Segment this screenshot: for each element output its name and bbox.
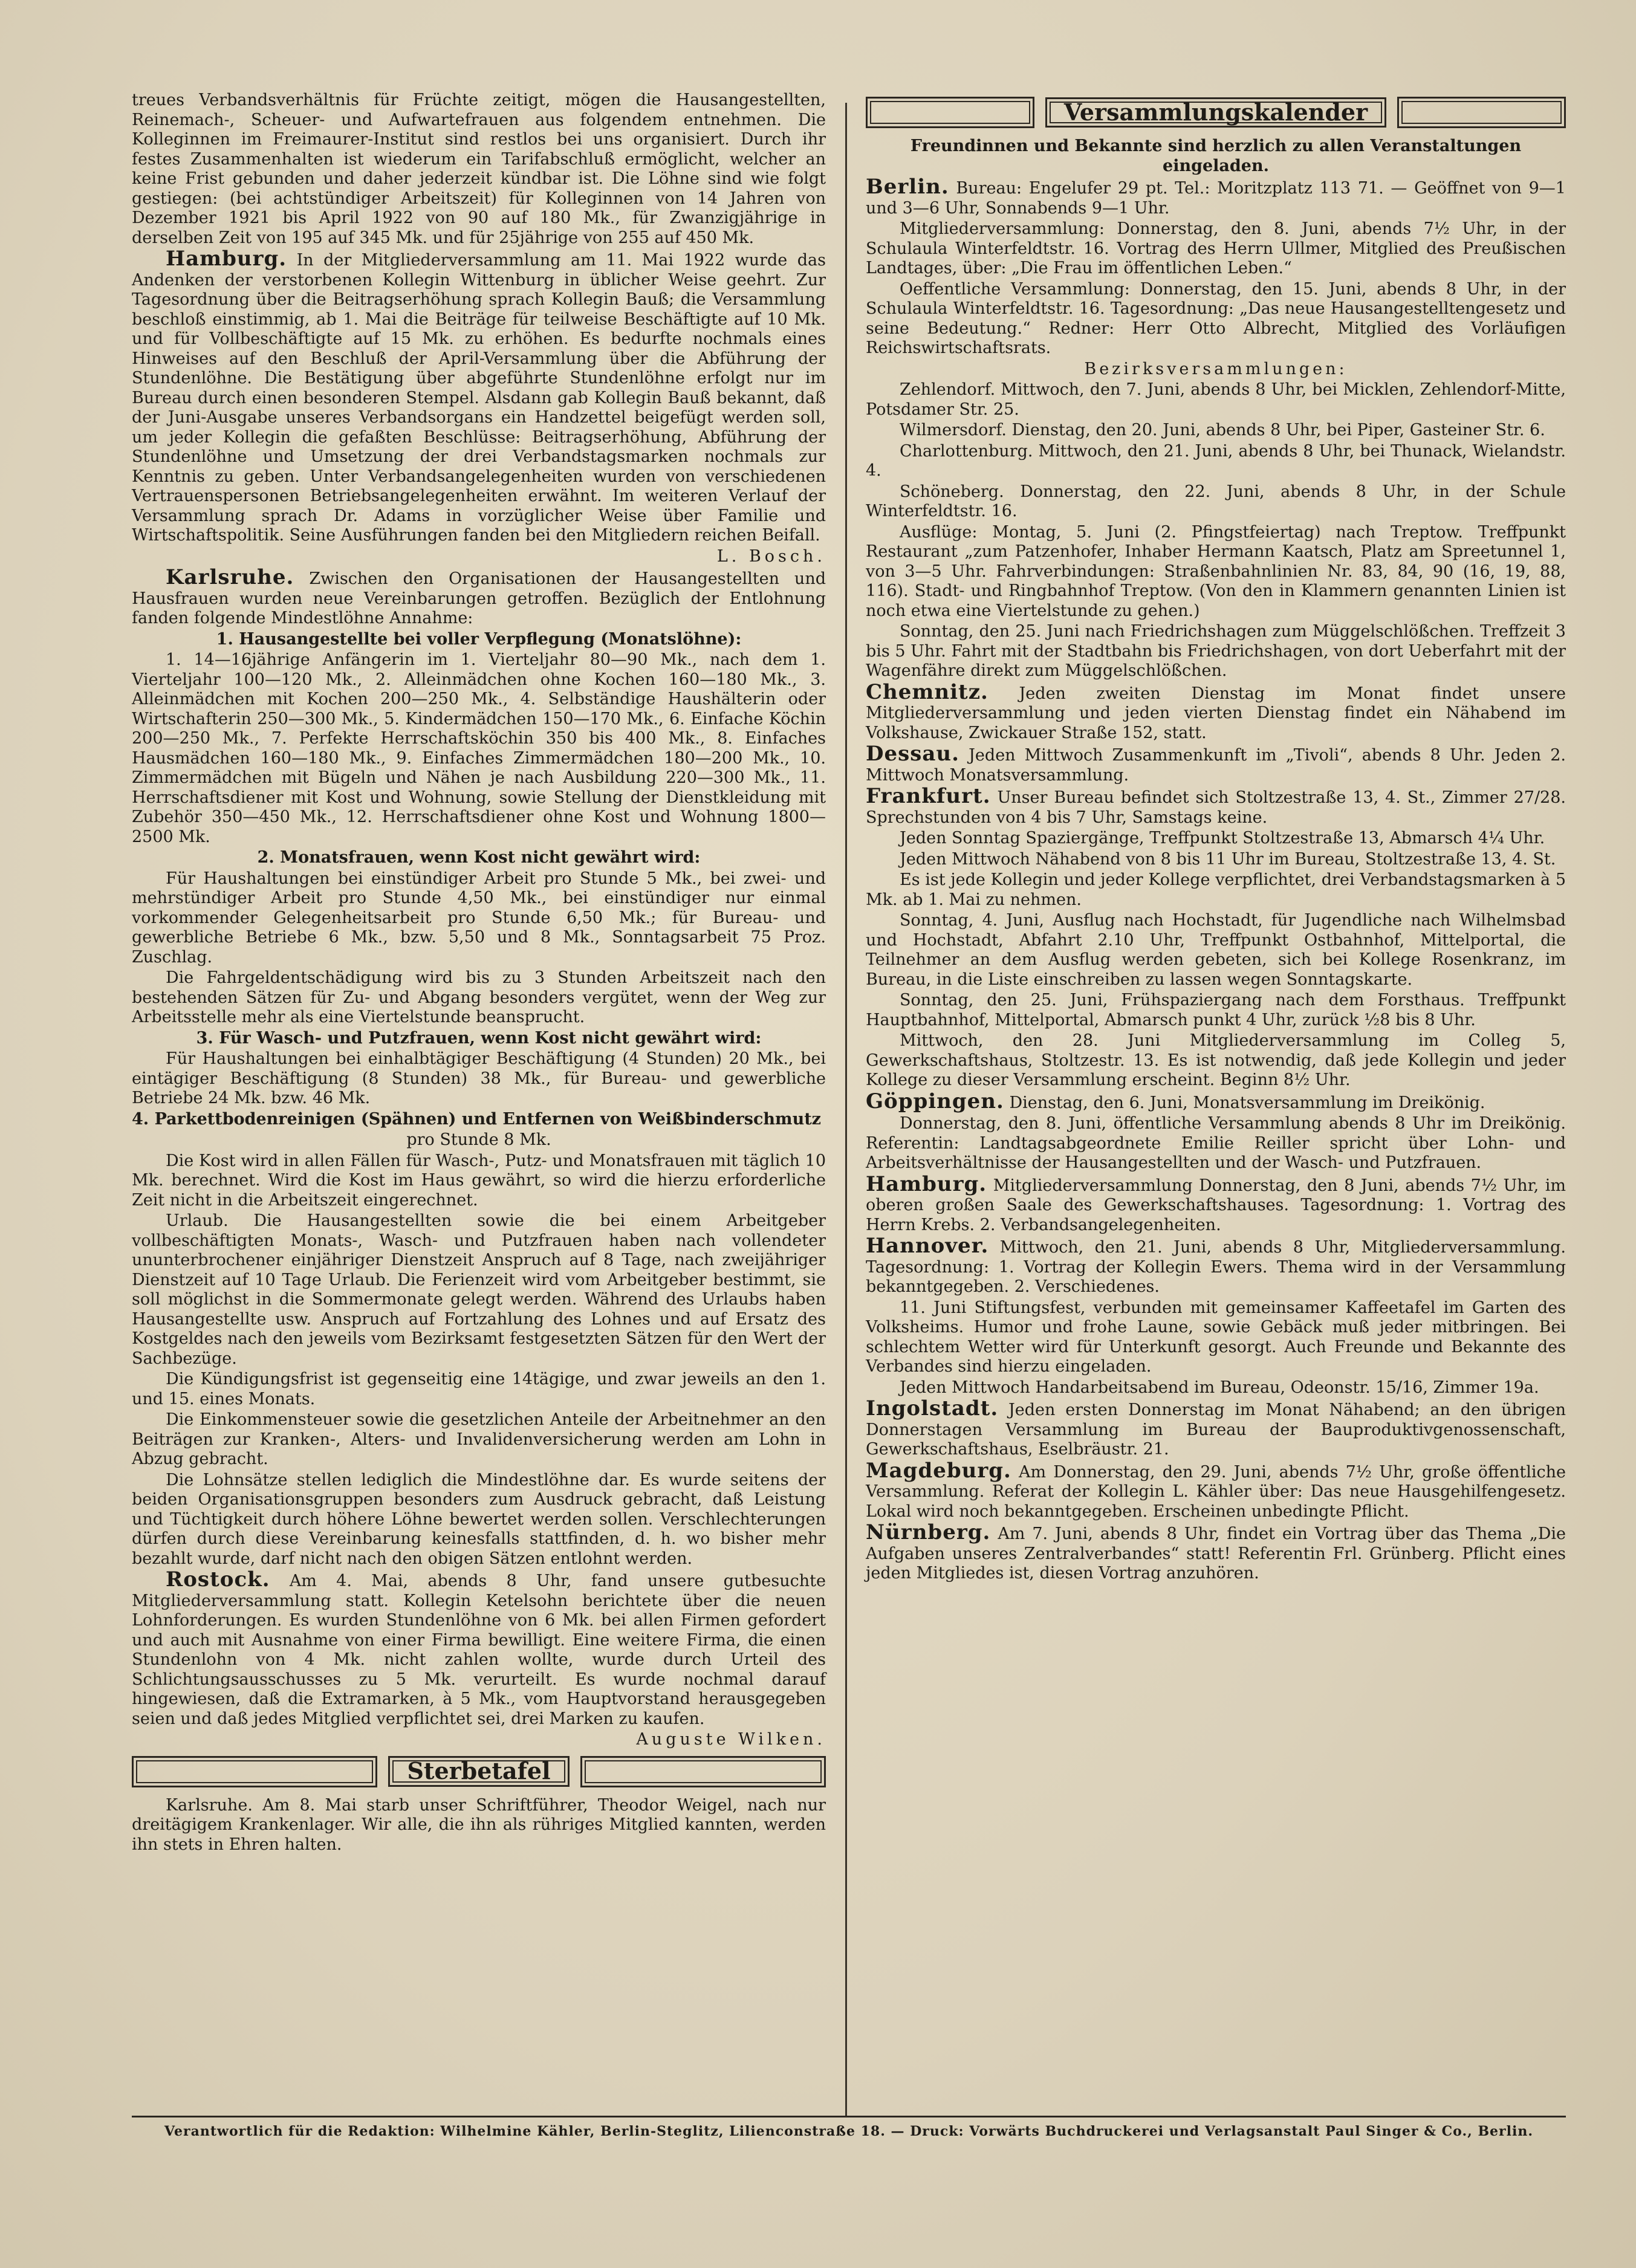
hamburg-calendar-text: Mitgliederversammlung Donnerstag, den 8 Juni, abends 7½ Uhr, im oberen großen Saale des Gewerkschaftshauses. Tagesordnung: 1. Vortrag des Herrn Krebs. 2. Verbandsangelegenheiten. [866, 1176, 1566, 1234]
magdeburg-heading: Magdeburg. [866, 1458, 1011, 1483]
hamburg-report-text: In der Mitgliederversammlung am 11. Mai 1922 wurde das Andenken der verstorbenen Kollegin Wittenburg in üblicher Weise geehrt. Zur Tagesordnung über die Beitragserhöhung sprach Kollegin Bauß; die Versammlung beschloß einstimmig, ab 1. Mai die Beiträge für teilweise Beschäftigte auf 10 Mk. und für Vollbeschäftigte auf 15 Mk. zu erhöhen. Es bedurfte nochmals eines Hinweises auf den Beschluß der April-Versammlung über die Abführung der Stundenlöhne. Die Bestätigung über abgeführte Stundenlöhne erfolgt nur im Bureau durch einen besonderen Stempel. Alsdann gab Kollegin Bauß bekannt, daß der Juni-Ausgabe unseres Verbandsorgans ein Handzettel beigefügt werden soll, um jeder Kollegin die gefaßten Beschlüsse: Beitragserhöhung, Abführung der Stundenlöhne und Umsetzung der drei Verbandstagsmarken nochmals zur Kenntnis zu geben. Unter Verbandsangelegenheiten wurden von verschiedenen Vertrauenspersonen Betriebsangelegenheiten erwähnt. Im weiteren Verlauf der Versammlung sprach Dr. Adams in vorzüglicher Weise über Familie und Wirtschaftspolitik. Seine Ausführungen fanden bei den Mitgliedern reichen Beifall. [132, 251, 826, 545]
sonntag-entry: Sonntag, den 25. Juni nach Friedrichshagen zum Müggelschlößchen. Treffzeit 3 bis 5 Uhr. Fahrt mit der Stadtbahn bis Friedrichshagen, von dort Ueberfahrt mit der Wagenfähre direkt zum Müggelschlößchen. [866, 622, 1566, 680]
frankfurt-spaziergaenge: Jeden Sonntag Spaziergänge, Treffpunkt Stoltzestraße 13, Abmarsch 4¼ Uhr. [900, 829, 1545, 847]
steuer-paragraph: Die Einkommensteuer sowie die gesetzlichen Anteile der Arbeitnehmer an den Beiträgen zur Kranken-, Alters- und Invalidenversicherung werden am Lohn in Abzug gebracht. [132, 1410, 826, 1468]
chemnitz-heading: Chemnitz. [866, 679, 988, 704]
hamburg-calendar-heading: Hamburg. [866, 1171, 987, 1196]
ingolstadt-text: Jeden ersten Donnerstag im Monat Nähabend; an den übrigen Donnerstagen Versammlung im Bureau der Bauproduktivgenossenschaft, Gewerkschaftshaus, Eselbräustr. 21. [866, 1401, 1566, 1459]
dessau-entry [866, 744, 1566, 785]
frankfurt-text: Unser Bureau befindet sich Stoltzestraße 13, 4. St., Zimmer 27/28. Sprechstunden von 4 bis 7 Uhr, Samstags keine. [866, 788, 1566, 827]
karlsruhe-report [132, 565, 826, 629]
kost-paragraph: Die Kost wird in allen Fällen für Wasch-, Putz- und Monatsfrauen mit täglich 10 Mk. berechnet. Wird die Kost im Haus gewährt, so wird die hierzu erforderliche Zeit nicht in die Arbeitszeit eingerechnet. [132, 1151, 826, 1210]
banner-ornament-right [580, 1756, 826, 1787]
column-divider [845, 103, 847, 2116]
right-column [866, 91, 1566, 1585]
hamburg-report [132, 249, 826, 546]
berlin-oeffentliche-versammlung: Oeffentliche Versammlung: Donnerstag, den 15. Juni, abends 8 Uhr, in der Schulaula Winterfeldtstr. 16. Tagesordnung: „Das neue Hausangestelltengesetz und seine Bedeutung.“ Redner: Herr Otto Albrecht, Mitglied des Vorläufigen Reichswirtschaftsrats. [866, 279, 1566, 357]
ingolstadt-heading: Ingolstadt. [866, 1396, 999, 1421]
rostock-heading: Rostock. [166, 1567, 270, 1592]
berlin-text: Bureau: Engelufer 29 pt. Tel.: Moritzplatz 113 71. — Geöffnet von 9—1 und 3—6 Uhr, Sonnabends 9—1 Uhr. [866, 179, 1566, 218]
berlin-heading: Berlin. [866, 175, 949, 199]
berlin-mitgliederversammlung: Mitgliederversammlung: Donnerstag, den 8. Juni, abends 7½ Uhr, in der Schulaula Winterfeldtstr. 16. Vortrag des Herrn Ullmer, Mitglied des Preußischen Landtages, über: „Die Frau im öffentlichen Leben.“ [866, 219, 1566, 277]
hannover-entry [866, 1236, 1566, 1297]
rostock-signature: Auguste Wilken. [636, 1730, 826, 1749]
nuernberg-heading: Nürnberg. [866, 1520, 991, 1544]
berlin-entry [866, 177, 1566, 218]
urlaub-paragraph: Urlaub. Die Hausangestellten sowie die bei einem Arbeitgeber vollbeschäftigten Monats-, Wasch- und Putzfrauen haben nach vollendeter ununterbrochener einjähriger Dienstzeit Anspruch auf 8 Tage, nach zweijähriger Dienstzeit auf 10 Tage Urlaub. Die Ferienzeit wird vom Arbeitgeber bestimmt, sie soll möglichst in die Sommermonate gelegt werden. Während des Urlaubs haben Hausangestellte usw. Anspruch auf Fortzahlung des Lohnes und auf Ersatz des Kostgeldes nach den jeweils vom Bezirksamt festgesetzten Sätzen für den Wert der Sachbezüge. [132, 1211, 826, 1368]
sterbetafel-entry: Karlsruhe. Am 8. Mai starb unser Schriftführer, Theodor Weigel, nach nur dreitägigem Krankenlager. Wir alle, die ihn als rühriges Mitglied kannten, werden ihn stets in Ehren halten. [132, 1795, 826, 1854]
left-column [132, 91, 826, 1856]
hannover-heading: Hannover. [866, 1234, 989, 1258]
dessau-text: Jeden Mittwoch Zusammenkunft im „Tivoli“, abends 8 Uhr. Jeden 2. Mittwoch Monatsversammlung. [866, 746, 1566, 785]
frankfurt-entry [866, 786, 1566, 828]
wage-text-3: Für Haushaltungen bei einhalbtägiger Beschäftigung (4 Stunden) 20 Mk., bei eintägiger Beschäftigung (8 Stunden) 38 Mk., für Bureau- und gewerbliche Betriebe 24 Mk. bzw. 46 Mk. [132, 1049, 826, 1107]
ingolstadt-entry [866, 1396, 1566, 1460]
banner-ornament-left [866, 97, 1034, 128]
ausfluege-entry: Ausflüge: Montag, 5. Juni (2. Pfingstfeiertag) nach Treptow. Treffpunkt Restaurant „zum Patzenhofer, Inhaber Hermann Kaatsch, Platz am Spreetunnel 1, von 3—5 Uhr. Fahrverbindungen: Straßenbahnlinien Nr. 83, 84, 90 (16, 19, 88, 116). Stadt- und Ringbahnhof Treptow. (Von den in Klammern genannten Linien ist noch etwa eine Viertelstunde zu gehen.) [866, 522, 1566, 620]
sterbetafel-title: Sterbetafel [388, 1756, 569, 1787]
goeppingen-heading: Göppingen. [866, 1089, 1004, 1113]
frankfurt-naehabend: Jeden Mittwoch Nähabend von 8 bis 11 Uhr im Bureau, Stoltzestraße 13, 4. St. [900, 849, 1556, 869]
magdeburg-text: Am Donnerstag, den 29. Juni, abends 7½ Uhr, große öffentliche Versammlung. Referat der Kollegin L. Kähler über: Das neue Hausgehilfengesetz. Lokal wird noch bekanntgegeben. Erscheinen unbedingte Pflicht. [866, 1462, 1566, 1521]
wage-text-1: 1. 14—16jährige Anfängerin im 1. Vierteljahr 80—90 Mk., nach dem 1. Vierteljahr 100—120 Mk., 2. Alleinmädchen ohne Kochen 160—180 Mk., 3. Alleinmädchen mit Kochen 200—250 Mk., 4. Selbständige Haushälterin oder Wirtschafterin 250—300 Mk., 5. Kindermädchen 150—170 Mk., 6. Einfache Köchin 200—250 Mk., 7. Perfekte Herrschaftsköchin 350 bis 400 Mk., 8. Einfaches Hausmädchen 160—180 Mk., 9. Einfaches Zimmermädchen 180—200 Mk., 10. Zimmermädchen mit Bügeln und Nähen je nach Ausbildung 220—300 Mk., 11. Herrschaftsdiener mit Kost und Wohnung, sowie Stellung der Dienstkleidung mit Zubehör 350—450 Mk., 12. Herrschaftsdiener ohne Kost und Wohnung 1800—2500 Mk. [132, 650, 826, 846]
wage-heading-1: 1. Hausangestellte bei voller Verpflegung (Monatslöhne): [216, 629, 742, 649]
kuendigung-paragraph: Die Kündigungsfrist ist gegenseitig eine 14tägige, und zwar jeweils an den 1. und 15. eines Monats. [132, 1370, 826, 1408]
rostock-report [132, 1567, 826, 1729]
kalender-title: Versammlungskalender [1045, 97, 1386, 128]
kalender-subtitle: Freundinnen und Bekannte sind herzlich zu allen Veranstaltungen eingeladen. [910, 137, 1522, 175]
wilmersdorf-entry: Wilmersdorf. Dienstag, den 20. Juni, abends 8 Uhr, bei Piper, Gasteiner Str. 6. [900, 421, 1545, 439]
hannover-stiftungsfest: 11. Juni Stiftungsfest, verbunden mit gemeinsamer Kaffeetafel im Garten des Volksheims. Humor und frohe Laune, sowie Gebäck muß jeder mitbringen. Bei schlechtem Wetter wird für Unterkunft gesorgt. Auch Freunde und Bekannte des Verbandes sind hierzu eingeladen. [866, 1298, 1566, 1376]
rostock-report-text: Am 4. Mai, abends 8 Uhr, fand unsere gutbesuchte Mitgliederversammlung statt. Kollegin Ketelsohn berichtete über die neuen Lohnforderungen. Es wurden Stundenlöhne von 6 Mk. bei allen Firmen gefordert und auch mit Ausnahme von einer Firma bewilligt. Eine weitere Firma, die einen Stundenlohn von 4 Mk. nicht zahlen wollte, wurde durch Urteil des Schlichtungsausschusses zu 5 Mk. verurteilt. Es wurde nochmal darauf hingewiesen, daß die Extramarken, à 5 Mk., vom Hauptvorstand herausgegeben seien und daß jedes Mitglied verpflichtet sei, drei Marken zu kaufen. [132, 1572, 826, 1728]
wage-heading-2: 2. Monatsfrauen, wenn Kost nicht gewährt wird: [257, 848, 701, 867]
goeppingen-entry [866, 1089, 1566, 1113]
lohnsaetze-paragraph: Die Lohnsätze stellen lediglich die Mindestlöhne dar. Es wurde seitens der beiden Organisationsgruppen besonders zum Ausdruck gebracht, daß Leistung und Tüchtigkeit durch höhere Löhne bewertet werden sollen. Verschlechterungen dürfen durch diese Vereinbarung keinesfalls stattfinden, d. h. wo bisher mehr bezahlt wurde, darf nicht nach den obigen Sätzen entlohnt werden. [132, 1470, 826, 1568]
frankfurt-heading: Frankfurt. [866, 784, 991, 808]
sterbetafel-banner [132, 1756, 826, 1787]
hamburg-heading: Hamburg. [166, 247, 287, 271]
hannover-handarbeitsabend: Jeden Mittwoch Handarbeitsabend im Bureau, Odeonstr. 15/16, Zimmer 19a. [900, 1378, 1539, 1397]
karlsruhe-report-text: Zwischen den Organisationen der Hausangestellten und Hausfrauen wurden neue Vereinbarungen getroffen. Bezüglich der Entlohnung fanden folgende Mindestlöhne Annahme: [132, 569, 826, 627]
dessau-heading: Dessau. [866, 742, 959, 766]
frankfurt-marken: Es ist jede Kollegin und jeder Kollege verpflichtet, drei Verbandstagsmarken à 5 Mk. ab 1. Mai zu nehmen. [866, 870, 1566, 909]
banner-ornament-left [132, 1756, 377, 1787]
nuernberg-text: Am 7. Juni, abends 8 Uhr, findet ein Vortrag über das Thema „Die Aufgaben unseres Zentralverbandes“ statt! Referentin Frl. Grünberg. Pflicht eines jeden Mitgliedes ist, diesen Vortrag anzuhören. [866, 1524, 1566, 1583]
wage-text-4: pro Stunde 8 Mk. [406, 1130, 551, 1149]
chemnitz-text: Jeden zweiten Dienstag im Monat findet unsere Mitgliederversammlung und jeden vierten Dienstag findet ein Nähabend im Volkshause, Zwickauer Straße 152, statt. [866, 684, 1566, 742]
schoeneberg-entry: Schöneberg. Donnerstag, den 22. Juni, abends 8 Uhr, in der Schule Winterfeldtstr. 16. [866, 482, 1566, 520]
goeppingen-versammlung: Donnerstag, den 8. Juni, öffentliche Versammlung abends 8 Uhr im Dreikönig. Referentin: Landtagsabgeordnete Emilie Reiller spricht über Lohn- und Arbeitsverhältnisse der Hausangestellten und der Wasch- und Putzfrauen. [866, 1114, 1566, 1172]
kalender-banner [866, 97, 1566, 128]
imprint-footer: Verantwortlich für die Redaktion: Wilhelmine Kähler, Berlin-Steglitz, Lilienconstraße 18. — Druck: Vorwärts Buchdruckerei und Verlagsanstalt Paul Singer & Co., Berlin. [132, 2116, 1566, 2139]
zehlendorf-entry: Zehlendorf. Mittwoch, den 7. Juni, abends 8 Uhr, bei Micklen, Zehlendorf-Mitte, Potsdamer Str. 25. [866, 380, 1566, 419]
wage-heading-3: 3. Für Wasch- und Putzfrauen, wenn Kost nicht gewährt wird: [196, 1028, 762, 1048]
magdeburg-entry [866, 1458, 1566, 1522]
wage-heading-4: 4. Parkettbodenreinigen (Spähnen) und Entfernen von Weißbinderschmutz [132, 1109, 822, 1129]
intro-paragraph: treues Verbandsverhältnis für Früchte zeitigt, mögen die Hausangestellten, Reinemach-, Scheuer- und Aufwartefrauen aus folgendem entnehmen. Die Kolleginnen im Freimaurer-Institut sind restlos bei uns organisiert. Durch ihr festes Zusammenhalten ist wiederum ein Tarifabschluß ermöglicht, welcher an keine Frist gebunden und daher jederzeit kündbar ist. Die Löhne sind wie folgt gestiegen: (bei achtstündiger Arbeitszeit) für Kolleginnen von 14 Jahren von Dezember 1921 bis April 1922 von 90 auf 180 Mk., für Zwanzigjährige in derselben Zeit von 195 auf 345 Mk. und für 25jährige von 255 auf 450 Mk. [132, 91, 826, 247]
banner-ornament-right [1397, 97, 1566, 128]
goeppingen-text: Dienstag, den 6. Juni, Monatsversammlung im Dreikönig. [1009, 1093, 1485, 1112]
wage-text-2: Für Haushaltungen bei einstündiger Arbeit pro Stunde 5 Mk., bei zwei- und mehrstündiger Arbeit pro Stunde 4,50 Mk., bei einstündiger nur einmal vorkommender Gelegenheitsarbeit pro Stunde 6,50 Mk.; für Bureau- und gewerbliche Betriebe 6 Mk., bzw. 5,50 und 8 Mk., Sonntagsarbeit 75 Proz. Zuschlag. [132, 869, 826, 967]
hamburg-entry [866, 1171, 1566, 1236]
karlsruhe-heading: Karlsruhe. [166, 565, 294, 589]
hamburg-signature: L. Bosch. [716, 546, 826, 566]
wage-text-2b: Die Fahrgeldentschädigung wird bis zu 3 Stunden Arbeitszeit nach den bestehenden Sätzen für Zu- und Abgang besonders vergütet, wenn der Weg zur Arbeitsstelle mehr als eine Viertelstunde beansprucht. [132, 968, 826, 1026]
frankfurt-fruehspaziergang: Sonntag, den 25. Juni, Frühspaziergang nach dem Forsthaus. Treffpunkt Hauptbahnhof, Mittelportal, Abmarsch punkt 4 Uhr, zurück ½8 bis 8 Uhr. [866, 991, 1566, 1029]
chemnitz-entry [866, 679, 1566, 744]
bezirksversammlungen-heading: Bezirksversammlungen: [1084, 359, 1348, 378]
charlottenburg-entry: Charlottenburg. Mittwoch, den 21. Juni, abends 8 Uhr, bei Thunack, Wielandstr. 4. [866, 441, 1566, 480]
nuernberg-entry [866, 1520, 1566, 1584]
frankfurt-ausflug: Sonntag, 4. Juni, Ausflug nach Hochstadt, für Jugendliche nach Wilhelmsbad und Hochstadt, Abfahrt 2.10 Uhr, Treffpunkt Ostbahnhof, Mittelportal, die Teilnehmer an dem Ausflug werden gebeten, sich bei Kollege Rosenkranz, im Bureau, in die Liste einschreiben zu lassen wegen Sonntagskarte. [866, 911, 1566, 989]
hannover-text: Mittwoch, den 21. Juni, abends 8 Uhr, Mitgliederversammlung. Tagesordnung: 1. Vortrag der Kollegin Ewers. Thema wird in der Versammlung bekanntgegeben. 2. Verschiedenes. [866, 1238, 1566, 1296]
frankfurt-mitgliederversammlung: Mittwoch, den 28. Juni Mitgliederversammlung im Colleg 5, Gewerkschaftshaus, Stoltzestr. 13. Es ist notwendig, daß jede Kollegin und jeder Kollege zu dieser Versammlung erscheint. Beginn 8½ Uhr. [866, 1031, 1566, 1089]
